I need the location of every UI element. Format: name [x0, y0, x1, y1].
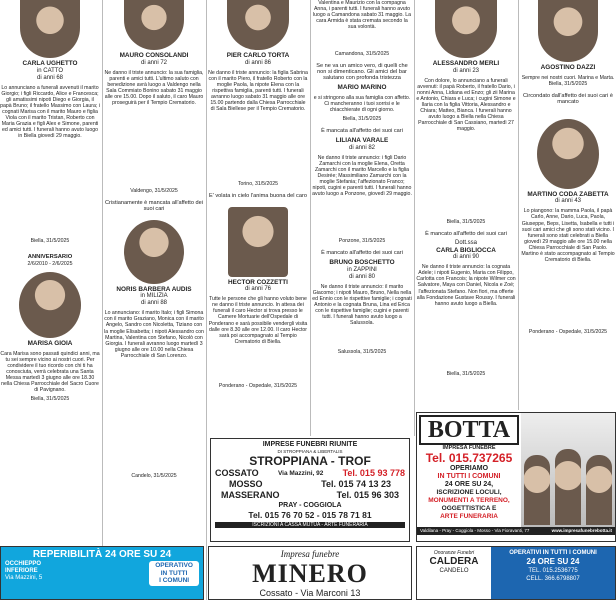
obituary-text: Cara Marisa sono passati quindici anni, ma tu sei sempre vicino ai nostri cuori. Per condividere il tuo ricordo con chi ti ha conosciuta, verrà celebrata una Santa Messa martedì 3 giugno alle ore 18.30 nella Chiesa Parrocchiale del Sacro Cuore di Pavignano. — [0, 350, 100, 394]
photo-alessandro-merli — [435, 0, 497, 58]
column-divider — [102, 0, 103, 600]
ad-line: IN TUTTI I COMUNI — [437, 473, 501, 481]
photo-carla-ughetto — [20, 0, 80, 58]
deceased-name: HECTOR COZZETTI — [228, 278, 288, 286]
ad-phone: CELL. 366.6798807 — [526, 576, 580, 582]
ad-line: 24 ORE SU 24, — [444, 481, 494, 489]
ad-address: Cossato - Via Marconi 13 — [259, 588, 361, 598]
column-divider — [206, 0, 207, 600]
ad-subtitle: DI STROPPIANA & LIBERTALIS — [277, 449, 343, 454]
obituary-date: Biella, 31/5/2025 — [548, 80, 588, 87]
ad-phone: Tel. 015.737265 — [425, 451, 513, 466]
column-divider — [518, 0, 519, 410]
deceased-age: di anni 86 — [244, 59, 272, 66]
obituary-date: Ponderano - Ospedale, 31/5/2025 — [218, 383, 298, 390]
ad-reperibilita — [0, 546, 204, 600]
obituary-text: Valentina e Maurizio con la compagna Anna, i parenti tutti. I funerali hanno avuto luogo a Camandona sabato 31 maggio. La cara Armida è stata cremata secondo la sua volontà. — [312, 0, 412, 31]
ad-address: Via Mazzini, 92 — [277, 470, 324, 478]
ad-city: INFERIORE — [5, 568, 38, 574]
staff-figure — [524, 455, 550, 525]
ad-footer — [417, 527, 615, 535]
deceased-age: di anni 43 — [554, 198, 582, 205]
ad-line: ISCRIZIONE LOCULI, — [436, 489, 502, 497]
condolence-line: È mancata all'affetto dei suoi cari — [321, 128, 403, 135]
column-5 — [416, 0, 516, 410]
column-divider — [310, 0, 311, 436]
ad-brand: CALDERA — [429, 556, 479, 568]
photo-noris-barbera — [124, 220, 184, 284]
column-2 — [104, 0, 204, 479]
deceased-age: di anni 88 — [140, 300, 168, 307]
ad-body — [5, 561, 199, 586]
column-6 — [520, 0, 616, 410]
ad-brand: STROPPIANA - TROF — [249, 454, 371, 469]
tribute-text: Sempre nei nostri cuori. Marina e Marta. — [521, 74, 615, 81]
photo-agostino-dazzi — [538, 0, 598, 62]
deceased-name: MARTINO CODA ZABETTA — [527, 190, 609, 198]
ad-phone: Tel. 015 76 70 52 - 015 78 71 81 — [248, 510, 372, 521]
deceased-prefix: in ZAPPINI — [347, 266, 377, 273]
ad-minero — [208, 546, 412, 600]
ad-phone: Tel. 015 74 13 23 — [321, 479, 391, 490]
ad-address: Valdilana - Pray - Coggiola - Mosso - Via Fioravanti, 77 — [420, 528, 530, 533]
ad-headline: REPERIBILITÀ 24 ORE SU 24 — [32, 549, 172, 560]
deceased-age: di anni 82 — [348, 144, 376, 151]
ad-line: OGGETTISTICA E — [441, 505, 497, 513]
deceased-name: MARISA GIOIA — [27, 340, 73, 348]
ad-brand: MINERO — [252, 559, 368, 588]
deceased-age: di anni 90 — [452, 254, 480, 261]
obituary-date: Biella, 31/5/2025 — [446, 371, 486, 378]
ad-left — [417, 547, 491, 599]
obituary-text: e si stringono alla sua famiglia con affetto. Ci mancheranno i tuoi sorrisi e le chiacchierate di ogni giorno. — [313, 94, 411, 114]
ad-staff-photo — [521, 413, 615, 527]
deceased-age: di anni 23 — [452, 67, 480, 74]
column-1 — [0, 0, 100, 402]
ad-city: OCCHIEPPO — [5, 561, 42, 567]
condolence-line: E' volata in cielo l'anima buona del caro — [209, 192, 307, 199]
obituary-text: Lo annunciano: il marito Italo; i figli Simona con il marito Graziano, Monica con il marito Angelo, Sandro con Nicoletta, Tiziano con la moglie Elisabetta; i nipoti Alessandro con Martina, Valentina con Stefano, Nicolò con Giorgia. I funerali avranno luogo martedì 3 giugno alle ore 10.00 nella Chiesa Parrocchiale di San Lorenzo. — [104, 310, 204, 359]
photo-hector-cozzetti — [228, 207, 288, 277]
column-4 — [312, 0, 412, 436]
obituary-text: Ne danno il triste annuncio: la cognata Adele; i nipoti Eugenio, Maria con Filippo, Carlotta con Francois; la nipote Wilmer con Salvatore, Maya con Daniel, Nicola e Zoé; l'affezionata Stefano. Non fiori, ma offerte alla Fondazione Gustave Roussy. I funerali hanno avuto luogo a Biella. — [416, 264, 516, 307]
column-3 — [208, 0, 308, 436]
ad-line: 24 ORE SU 24 — [526, 557, 580, 566]
deceased-name: MARIO MARINO — [337, 84, 387, 92]
obituary-text: Ne danno il triste annuncio: la sua famiglia, parenti e amici tutti. L'ultimo saluto con benedizione avrà luogo a Valdengo nella Sala Commiato Bonino sabato 31 maggio alle ore 15.00. Dopo il saluto, il caro Mauro proseguirà per il Tempio Crematorio. — [104, 69, 204, 106]
deceased-name: CARLA UGHETTO — [22, 60, 78, 67]
ad-row — [215, 479, 405, 490]
deceased-prefix: in MILIZIA — [140, 293, 168, 300]
ad-footer: ISCRIZIONI A CASSA MUTUA - ARTE FUNERARIA — [215, 522, 405, 528]
condolence-line: È mancato all'affetto dei suoi cari — [321, 249, 403, 256]
ad-left — [417, 413, 521, 527]
photo-martino-coda-zabetta — [537, 119, 599, 189]
title-prefix: Dott.ssa — [454, 239, 477, 246]
tribute-text: Se ne va un amico vero, di quelli che non si dimenticano. Gli amici del bar salutano con profonda tristezza — [316, 63, 408, 82]
deceased-age: di anni 72 — [140, 59, 168, 66]
deceased-age: di anni 76 — [244, 286, 272, 293]
obituary-text: Tutte le persone che gli hanno voluto bene ne danno il triste annuncio. In attesa dei funerali il caro Hector si trova presso le Camere Mortuarie dell'Ospedale di Ponderano e sarà possibile vendergli visita dalle ore 8.30 alle ore 12.00. Il caro Hector sarà poi accompagnato al Tempio Crematorio di Biella. — [208, 296, 308, 345]
ad-city: PRAY - COGGIOLA — [278, 502, 342, 510]
obituary-date: Candelo, 31/5/2025 — [131, 473, 177, 480]
deceased-name: ALESSANDRO MERLI — [432, 60, 500, 67]
condolence-line: È mancato all'affetto dei suoi cari — [425, 230, 507, 237]
deceased-name: CARLA BIGLIOCCA — [436, 246, 496, 254]
obituary-date: Valdengo, 31/5/2025 — [130, 187, 178, 194]
photo-mauro-consolandi — [124, 0, 184, 50]
photo-pier-carlo-torta — [227, 0, 289, 50]
obituary-date: Ponderano - Ospedale, 31/5/2025 — [528, 329, 608, 336]
obituary-text: Ne danno il triste annuncio: i figli Dario Zamarchi con la moglie Elena, Oretta Zamarchi con il marito Marcello e la figlia Desirée; Massimiliano Zamarchi con la moglie Stefania; l'affezionato Franco; nipoti, cugini e parenti tutti. I funerali hanno avuto luogo a Ponzone, giovedì 29 maggio. — [312, 154, 412, 198]
ad-badge-line: IN TUTTI — [160, 569, 188, 577]
condolence-line: Circondato dall'affetto dei suoi cari è mancato — [523, 92, 613, 105]
ad-stroppiana — [210, 438, 410, 542]
obituary-date: Torino, 31/5/2025 — [237, 180, 279, 187]
anniversary-title: ANNIVERSARIO — [27, 253, 73, 260]
ad-line: ARTE FUNERARIA — [440, 513, 498, 521]
ad-website: www.impresafunebrebotta.it — [551, 528, 612, 533]
obituary-text: Ne danno il triste annuncio: il marito Giacomo; i nipoti Mauro, Bruno, Nella nella ed Ennio con le rispettive famiglie; i cognati Antonio e la cognata Bruna, Lina ed Erica con le rispettive famiglie; cugini e parenti tutti. I funerali hanno avuto luogo a Salussola. — [312, 283, 412, 327]
ad-label: Onoranze Funebri — [433, 550, 475, 556]
column-divider — [414, 0, 415, 436]
ad-phone: TEL. 015.2536775 — [528, 568, 578, 574]
ad-phone: Tel. 015 96 303 — [336, 490, 399, 501]
obituary-date: Ponzone, 31/5/2025 — [338, 237, 386, 244]
obituary-date: Biella, 31/5/2025 — [30, 396, 70, 403]
anniversary-dates: 2/6/2010 - 2/6/2025 — [27, 261, 73, 268]
ad-botta — [416, 412, 616, 542]
deceased-name: NORIS BARBERA AUDIS — [116, 285, 192, 293]
deceased-name: MAURO CONSOLANDI — [119, 52, 189, 59]
ad-badge-line: I COMUNI — [159, 577, 190, 584]
ad-brand: BOTTA — [419, 415, 519, 445]
deceased-age: di anni 80 — [348, 273, 376, 280]
ad-row — [215, 468, 405, 479]
obituary-date: Salussola, 31/5/2025 — [337, 348, 387, 355]
ad-row — [215, 490, 405, 501]
deceased-name: PIER CARLO TORTA — [226, 52, 290, 59]
obituary-date: Biella, 31/5/2025 — [30, 237, 70, 244]
condolence-line: Cristianamente è mancata all'affetto dei suoi cari — [105, 199, 203, 212]
obituary-text: Lo annunciano a funerali avvenuti il marito Giorgio; i figli Riccardo, Alice e Francesca; gli amatissimi nipoti Diego e Giorgia, il papà Bruno; il fratello Massimo con Laura; i cognati Marisa con il marito Mauro e figlia Viola con il marito Tristan, Roberto con Maria Grazia e figli Alex e Simone, parenti ed amici tutti. I funerali hanno avuto luogo in Biella giovedì 29 maggio. — [0, 84, 100, 140]
ad-subtitle: Impresa funebre — [280, 549, 340, 559]
deceased-name: LILIANA VARALE — [335, 137, 389, 145]
ad-city: CANDELO — [439, 568, 469, 575]
obituary-text: Lo piangono: la mamma Paola, il papà Carlo, Anne, Dario, Luca, Paola, Giuseppe, Beps, Lisetta, Isabella e tutti i suoi cari amici che gli sono stati vicino. I funerali sono stati celebrati a Biella giovedì 29 maggio alle ore 15.00 nella Chiesa Parrocchiale di San Paolo. Martino è stato accompagnato al Tempio Crematorio di Biella. — [521, 208, 615, 264]
obituary-text: Ne danno il triste annuncio: la figlia Sabrina con il marito Piero, il fratello Roberto con la moglie Paola, la nipote Elena con la rispettiva famiglia, parenti tutti. I funerali avranno luogo sabato 31 maggio alle ore 15.00 partendo dalla Chiesa Parrocchiale di Sala Biellese per il Tempio Crematorio. — [208, 69, 308, 113]
ad-subtitle: IMPRESA FUNEBRE — [442, 445, 496, 451]
staff-figure — [586, 455, 612, 525]
ad-line: MONUMENTI A TERRENO, — [428, 497, 510, 505]
ad-caldera — [416, 546, 616, 600]
photo-marisa-gioia — [19, 272, 81, 338]
ad-line: OPERATIVI IN TUTTI I COMUNI — [509, 550, 597, 556]
ad-city: COSSATO — [215, 468, 259, 479]
ad-right — [491, 547, 615, 599]
deceased-name: BRUNO BOSCHETTO — [329, 259, 395, 267]
ad-location — [5, 561, 42, 586]
ad-badge — [149, 561, 199, 586]
obituary-date: Camandona, 31/5/2025 — [334, 51, 390, 57]
ad-body — [417, 413, 615, 527]
ad-city: MOSSO — [229, 479, 263, 490]
obituary-date: Biella, 31/5/2025 — [342, 116, 382, 123]
ad-line: OPERIAMO — [449, 465, 489, 473]
staff-figure — [555, 449, 581, 525]
obituary-date: Biella, 31/5/2025 — [446, 218, 486, 225]
ad-badge-line: OPERATIVO — [155, 562, 193, 569]
ad-tagline: IMPRESE FUNEBRI RIUNITE — [262, 441, 358, 448]
deceased-age: di anni 68 — [36, 74, 64, 81]
obituary-text: Con dolore, lo annunciano a funerali avvenuti: il papà Roberto, il fratello Dario, i nonni Anna, Lidiana ed Enzo; gli zii Marina e Antonio, Chiara e Luca; i cugini Simone e Ilaria con la figlia Vittoria, Alessandro e Chiara; Matteo, Bianca. I funerali hanno avuto luogo a Biella nella Chiesa Parrocchiale di San Cassiano, martedì 27 maggio. — [416, 77, 516, 133]
deceased-prefix: in CATTO — [36, 67, 64, 74]
ad-city: MASSERANO — [221, 490, 280, 501]
ad-address: Via Mazzini, 5 — [5, 575, 43, 581]
ad-phone: Tel. 015 93 778 — [342, 468, 405, 479]
deceased-name: AGOSTINO DAZZI — [540, 64, 596, 71]
